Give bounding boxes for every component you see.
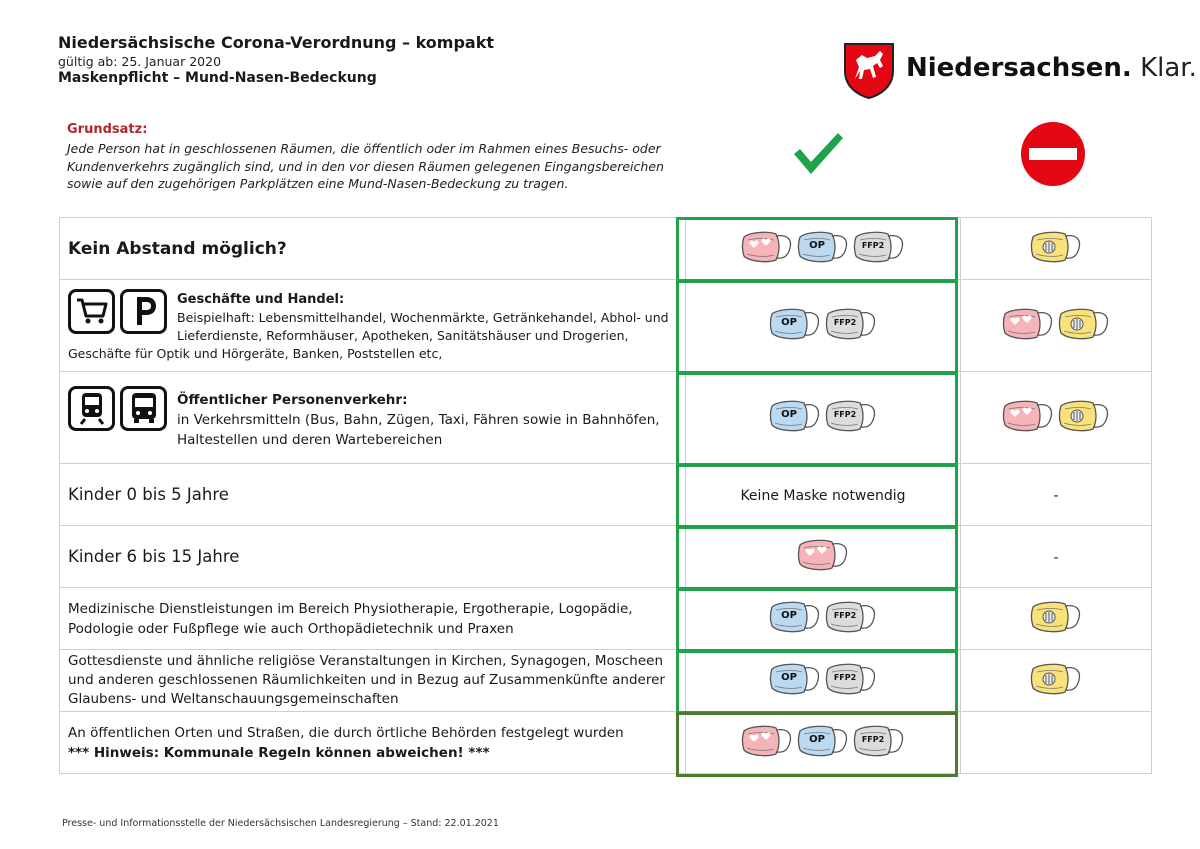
- pictogram-group: [68, 386, 167, 431]
- row-label-cell: [60, 218, 686, 280]
- allowed-frame: [676, 217, 958, 282]
- row-label-cell: [60, 372, 686, 464]
- train-icon: [68, 386, 115, 431]
- logo-word-light: Klar.: [1140, 53, 1197, 83]
- row-label-cell: [60, 588, 686, 650]
- mask-label: FFP2: [861, 734, 885, 744]
- allowed-frame: [676, 650, 958, 714]
- valve-mask-icon: [1057, 397, 1111, 435]
- row-title: Öffentlicher Personenverkehr:: [177, 391, 408, 408]
- allowed-frame: [676, 526, 958, 590]
- forbidden-cell: [961, 712, 1152, 774]
- forbidden-cell: [961, 464, 1152, 526]
- table-row: [60, 280, 1152, 372]
- forbidden-cell: [961, 218, 1152, 280]
- mask-label: FFP2: [861, 240, 885, 250]
- cloth-mask-icon: [1001, 305, 1055, 343]
- row-title: Geschäfte und Handel:: [177, 291, 345, 307]
- table-row: [60, 650, 1152, 712]
- no-mask-needed-text: Keine Maske notwendig: [740, 488, 906, 504]
- mask-label: OP: [781, 609, 797, 621]
- pictogram-group: [68, 289, 167, 334]
- forbidden-cell: [961, 588, 1152, 650]
- mask-label: FFP2: [833, 409, 857, 419]
- row-title: Kinder 0 bis 5 Jahre: [68, 485, 229, 504]
- checkmark-icon: [790, 128, 846, 178]
- mask-table: [59, 217, 1152, 774]
- mask-label: FFP2: [833, 672, 857, 682]
- mask-label: OP: [809, 239, 825, 251]
- coat-of-arms-icon: [842, 41, 896, 99]
- row-title: Kein Abstand möglich?: [68, 238, 287, 259]
- row-label-cell: [60, 650, 686, 712]
- mask-label: OP: [781, 408, 797, 420]
- parking-icon: [120, 289, 167, 334]
- logo-word-bold: Niedersachsen.: [906, 53, 1132, 83]
- forbidden-cell: [961, 526, 1152, 588]
- valve-mask-icon: [1029, 660, 1083, 698]
- row-text: An öffentlichen Orten und Straßen, die durch örtliche Behörden festgelegt wurden: [68, 724, 624, 741]
- row-title: Kinder 6 bis 15 Jahre: [68, 547, 240, 566]
- row-text-continued: Geschäfte für Optik und Hörgeräte, Banken, Poststellen etc,: [68, 345, 443, 361]
- valve-mask-icon: [1057, 305, 1111, 343]
- allowed-frame: [676, 712, 958, 777]
- row-label-cell: [60, 464, 686, 526]
- valid-from: gültig ab: 25. Januar 2020: [58, 54, 222, 69]
- row-label-cell: [60, 526, 686, 588]
- row-text: in Verkehrsmitteln (Bus, Bahn, Zügen, Taxi, Fähren sowie in Bahnhöfen, Haltestellen und deren Wartebereichen: [177, 411, 660, 448]
- mask-label: OP: [781, 671, 797, 683]
- valve-mask-icon: [1029, 598, 1083, 636]
- mask-label: OP: [781, 316, 797, 328]
- row-text: Gottesdienste und ähnliche religiöse Veranstaltungen in Kirchen, Synagogen, Moscheen und anderen geschlossenen Räumlichkeiten und in Bezug auf Zusammenkünfte anderer Glaubens- und Weltanschauungsgemeinschaften: [68, 653, 665, 707]
- mask-label: FFP2: [833, 610, 857, 620]
- shopping-cart-icon: [68, 289, 115, 334]
- grundsatz-text: Jede Person hat in geschlossenen Räumen, die öffentlich oder im Rahmen eines Besuchs- oder Kundenverkehrs zugänglich sind, und in den vor diesen Räumen gelegenen Eingangsbereichen sowie auf den zugehörigen Parkplätzen eine Mund-Nasen-Bedeckung zu tragen.: [67, 141, 664, 191]
- allowed-frame: [676, 588, 958, 652]
- row-text: Beispielhaft: Lebensmittelhandel, Wochenmärkte, Getränkehandel, Abhol- und Lieferdienste, Reformhäuser, Apotheken, Sanitätshäuser und Drogerien,: [177, 309, 669, 343]
- table-row: [60, 372, 1152, 464]
- bus-icon: [120, 386, 167, 431]
- allowed-frame: [676, 280, 958, 374]
- forbidden-cell: [961, 372, 1152, 464]
- niedersachsen-logo: [842, 41, 1197, 99]
- row-label-cell: [60, 712, 686, 774]
- cloth-mask-icon: [1001, 397, 1055, 435]
- footer-text: Presse- und Informationsstelle der Niedersächsischen Landesregierung – Stand: 22.01.2021: [62, 818, 499, 829]
- row-label-cell: [60, 280, 686, 372]
- mask-label: FFP2: [833, 317, 857, 327]
- no-entry-icon: [1020, 121, 1086, 187]
- table-row: [60, 526, 1152, 588]
- table-row: [60, 712, 1152, 774]
- table-row: [60, 218, 1152, 280]
- forbidden-cell: [961, 650, 1152, 712]
- table-row: [60, 588, 1152, 650]
- grundsatz-heading: Grundsatz:: [67, 122, 148, 137]
- dash-text: -: [1053, 550, 1059, 566]
- row-text: Medizinische Dienstleistungen im Bereich Physiotherapie, Ergotherapie, Logopädie, Podologie oder Fußpflege wie auch Orthopädietechnik und Praxen: [68, 600, 633, 637]
- dash-text: -: [1053, 488, 1059, 504]
- page-subtitle: Maskenpflicht – Mund-Nasen-Bedeckung: [58, 70, 377, 86]
- allowed-frame: [676, 464, 958, 528]
- row-note: *** Hinweis: Kommunale Regeln können abweichen! ***: [68, 744, 490, 761]
- forbidden-cell: [961, 280, 1152, 372]
- mask-label: OP: [809, 733, 825, 745]
- page-title: Niedersächsische Corona-Verordnung – kompakt: [58, 33, 494, 52]
- allowed-frame: [676, 372, 958, 466]
- valve-mask-icon: [1029, 228, 1083, 266]
- table-row: [60, 464, 1152, 526]
